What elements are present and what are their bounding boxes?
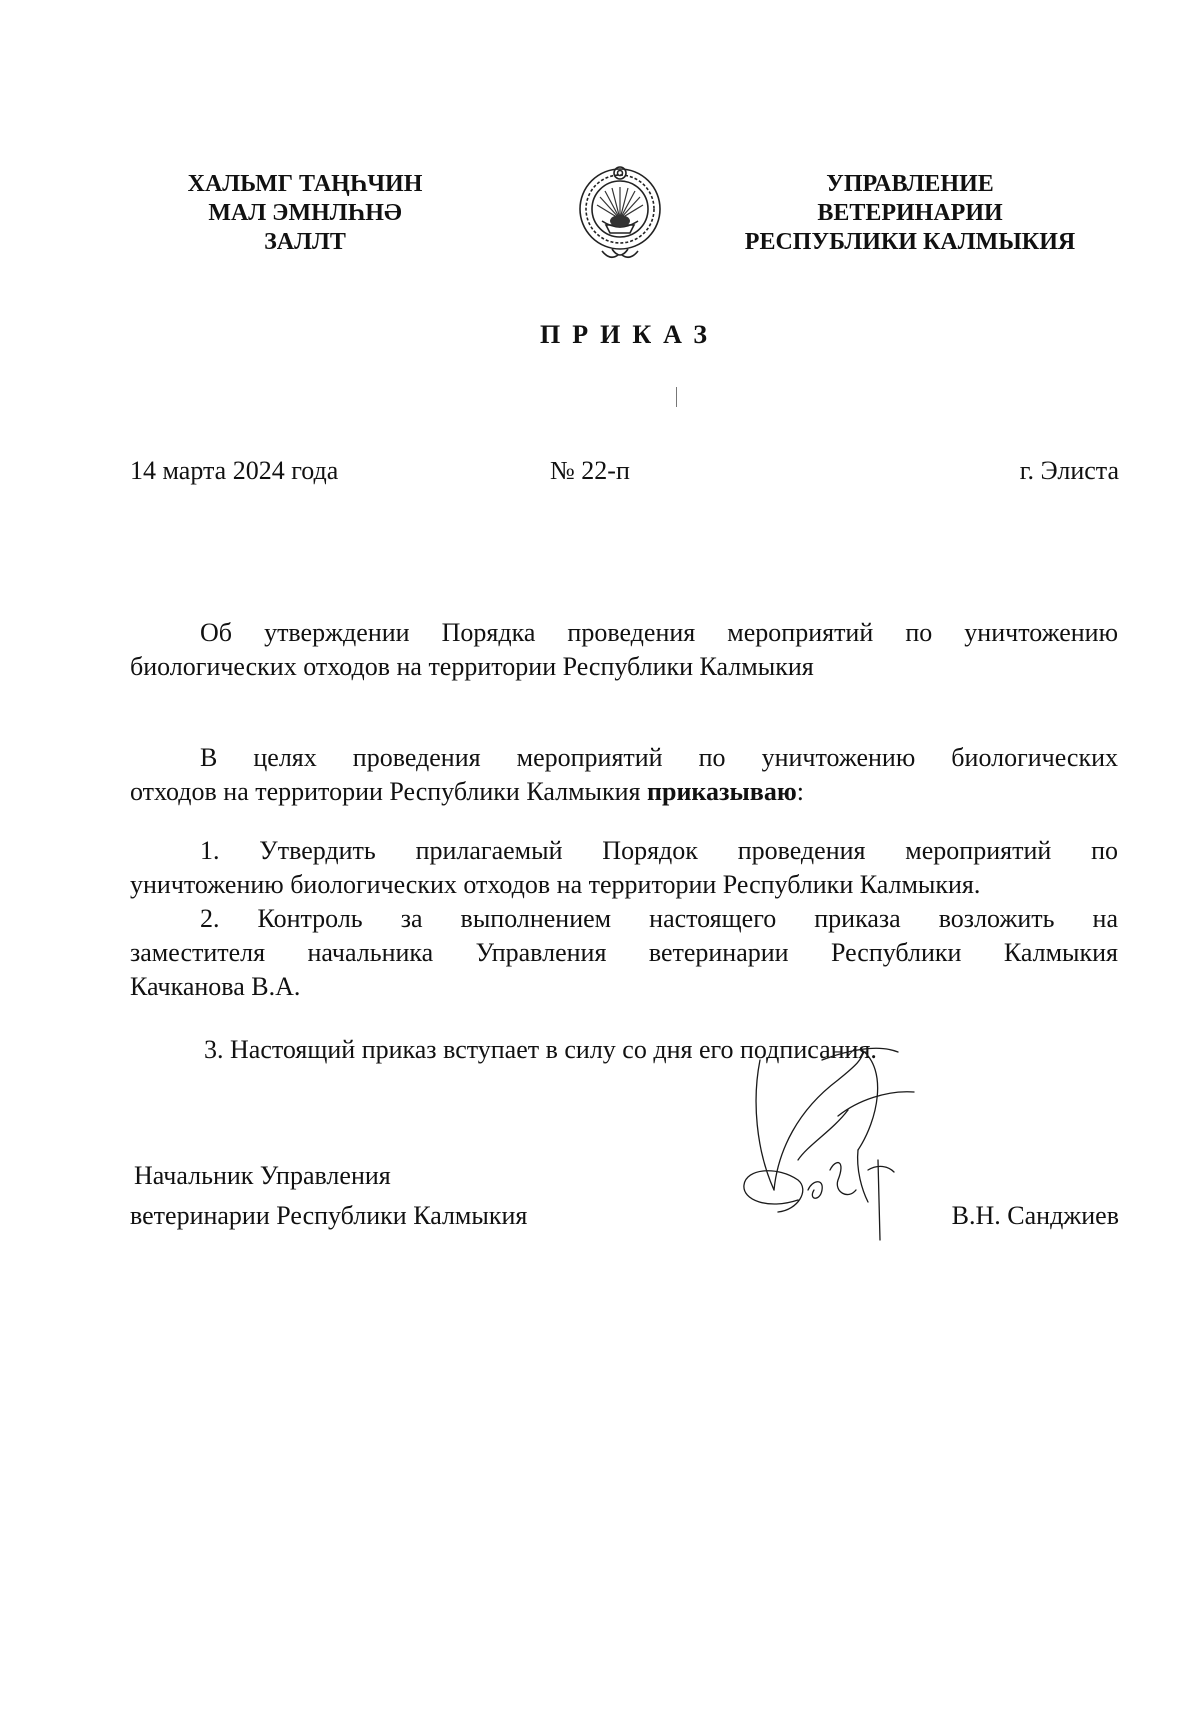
header-left-line-3: ЗАЛЛТ (264, 229, 346, 255)
signatory-position-line-1: Начальник Управления (134, 1161, 391, 1190)
preamble-text: отходов на территории Республики Калмыкия (130, 777, 648, 806)
order-date: 14 марта 2024 года (130, 456, 339, 485)
item-3: 3. Настоящий приказ вступает в силу со дня его подписания. (204, 1035, 877, 1064)
header-left (170, 170, 440, 257)
header-left-line-2: МАЛ ЭМНЛҺНӘ (208, 200, 402, 226)
coat-of-arms-icon (572, 163, 668, 267)
preamble-line-1: В целях проведения мероприятий по уничтожению биологических (200, 743, 1118, 772)
header-right-line-2: ВЕТЕРИНАРИИ (817, 200, 1003, 226)
subject-line-1: Об утверждении Порядка проведения мероприятий по уничтожению (200, 618, 1118, 647)
scan-mark (676, 387, 677, 407)
preamble-line-2 (130, 776, 804, 808)
header-right (740, 170, 1080, 257)
signatory-name: В.Н. Санджиев (951, 1201, 1119, 1230)
preamble-bold-word: приказываю (647, 777, 797, 806)
subject-line-2: биологических отходов на территории Республики Калмыкия (130, 652, 814, 681)
header-left-line-1: ХАЛЬМГ ТАҢҺЧИН (187, 171, 423, 197)
signatory-position-line-2: ветеринарии Республики Калмыкия (130, 1201, 528, 1230)
order-city: г. Элиста (1019, 456, 1119, 485)
header-right-line-1: УПРАВЛЕНИЕ (826, 171, 994, 197)
handwritten-signature (738, 1040, 918, 1250)
order-number: № 22-п (550, 456, 630, 485)
item-2-line-3: Качканова В.А. (130, 972, 301, 1001)
document-title: ПРИКАЗ (540, 320, 720, 349)
item-2-line-1: 2. Контроль за выполнением настоящего приказа возложить на (200, 904, 1118, 933)
item-2-line-2: заместителя начальника Управления ветеринарии Республики Калмыкия (130, 938, 1118, 967)
header-right-line-3: РЕСПУБЛИКИ КАЛМЫКИЯ (744, 229, 1076, 255)
item-1-line-1: 1. Утвердить прилагаемый Порядок проведения мероприятий по (200, 836, 1118, 865)
preamble-colon: : (796, 777, 804, 806)
item-1-line-2: уничтожению биологических отходов на территории Республики Калмыкия. (130, 870, 981, 899)
